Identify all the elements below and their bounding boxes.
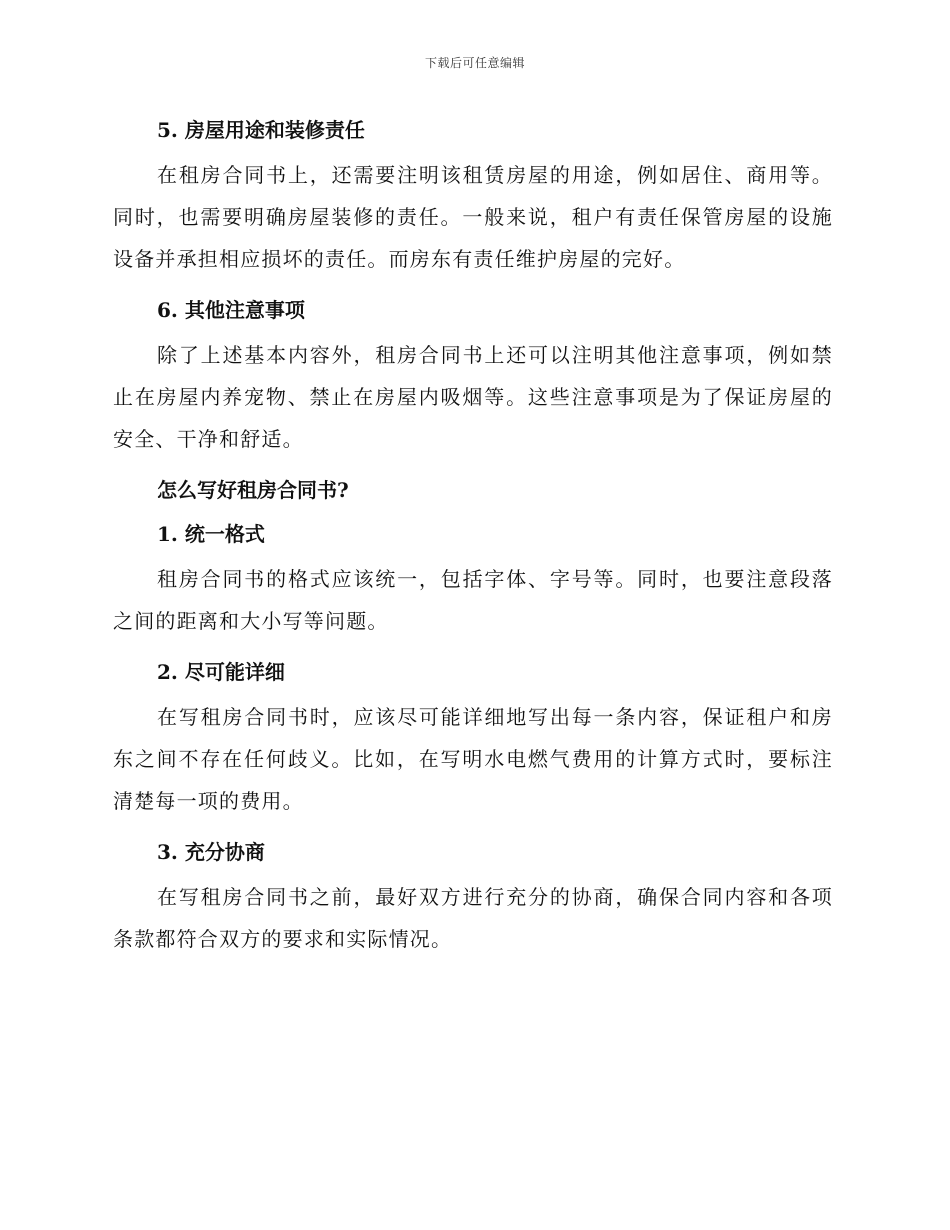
section-body-3-negotiate: 在写租房合同书之前，最好双方进行充分的协商，确保合同内容和各项条款都符合双方的要求和实际情况。 xyxy=(113,885,833,951)
section-body-6-other-notes: 除了上述基本内容外，租房合同书上还可以注明其他注意事项，例如禁止在房屋内养宠物、禁止在房屋内吸烟等。这些注意事项是为了保证房屋的安全、干净和舒适。 xyxy=(113,343,833,451)
header-note: 下载后可任意编辑 xyxy=(424,56,525,70)
section-title-5-usage-renovation: 5. 房屋用途和装修责任 xyxy=(157,118,365,142)
section-body-2-detailed: 在写租房合同书时，应该尽可能详细地写出每一条内容，保证租户和房东之间不存在任何歧义。比如，在写明水电燃气费用的计算方式时，要标注清楚每一项的费用。 xyxy=(113,705,833,813)
section-title-3-negotiate: 3. 充分协商 xyxy=(157,840,265,864)
document-content xyxy=(113,110,833,970)
section-body-5-usage-renovation: 在租房合同书上，还需要注明该租赁房屋的用途，例如居住、商用等。同时，也需要明确房屋装修的责任。一般来说，租户有责任保管房屋的设施设备并承担相应损坏的责任。而房东有责任维护房屋的完好。 xyxy=(113,163,833,271)
section-title-6-other-notes: 6. 其他注意事项 xyxy=(157,298,305,322)
section-title-how-to-write: 怎么写好租房合同书? xyxy=(157,478,349,502)
section-title-1-unified-format: 1. 统一格式 xyxy=(157,522,265,546)
section-body-1-unified-format: 租房合同书的格式应该统一，包括字体、字号等。同时，也要注意段落之间的距离和大小写等问题。 xyxy=(113,567,833,633)
section-title-2-detailed: 2. 尽可能详细 xyxy=(157,660,285,684)
